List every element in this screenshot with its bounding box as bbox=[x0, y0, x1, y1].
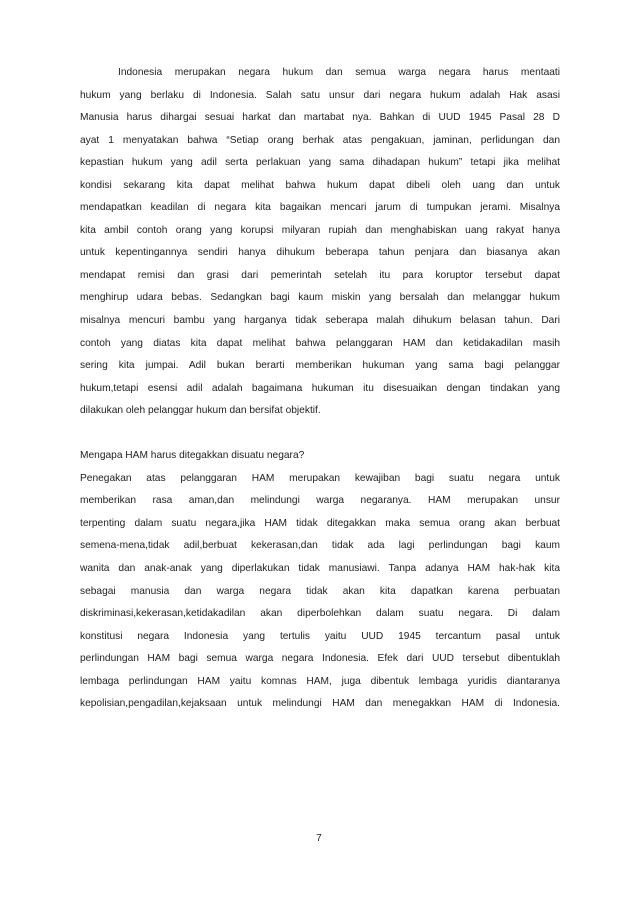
text-line: untuk kepentingannya sendiri hanya dihukum beberapa tahun penjara dan biasanya akan bbox=[80, 247, 560, 259]
section-question-heading: Mengapa HAM harus ditegakkan disuatu negara? bbox=[80, 450, 305, 462]
text-line: kondisi sekarang kita dapat melihat bahwa hukum dapat dibeli oleh uang dan untuk bbox=[80, 179, 560, 191]
page-number: 7 bbox=[316, 833, 322, 844]
text-line: diskriminasi,kekerasan,ketidakadilan akan diperbolehkan dalam suatu negara. Di dalam bbox=[80, 608, 560, 620]
text-line: mendapatkan keadilan di negara kita bagaikan mencari jarum di tumpukan jerami. Misalnya bbox=[80, 202, 560, 214]
text-line: contoh yang diatas kita dapat melihat bahwa pelanggaran HAM dan ketidakadilan masih bbox=[80, 337, 560, 349]
paragraph-gap bbox=[80, 423, 560, 446]
text-line: wanita dan anak-anak yang diperlakukan tidak manusiawi. Tanpa adanya HAM hak-hak kita bbox=[80, 563, 560, 575]
paragraph-ham-enforcement bbox=[80, 468, 560, 716]
text-line: sering kita jumpai. Adil bukan berarti memberikan hukuman yang sama bagi pelanggar bbox=[80, 360, 560, 372]
text-line: hukum yang berlaku di Indonesia. Salah satu unsur dari negara hukum adalah Hak asasi bbox=[80, 89, 560, 101]
text-line: terpenting dalam suatu negara,jika HAM tidak ditegakkan maka semua orang akan berbuat bbox=[80, 517, 560, 529]
text-line: hukum,tetapi esensi adil adalah bagaimana hukuman itu disesuaikan dengan tindakan yang bbox=[80, 382, 560, 394]
text-line: dilakukan oleh pelanggar hukum dan bersifat objektif. bbox=[80, 405, 321, 417]
text-line: kepastian hukum yang adil serta perlakuan yang sama dihadapan hukum” tetapi jika melihat bbox=[80, 157, 560, 169]
text-line: kita ambil contoh orang yang korupsi milyaran rupiah dan menghabiskan uang rakyat hanya bbox=[80, 224, 560, 236]
text-line: Manusia harus dihargai sesuai harkat dan martabat nya. Bahkan di UUD 1945 Pasal 28 D bbox=[80, 112, 560, 124]
body-text bbox=[80, 62, 560, 716]
text-line: mendapat remisi dan grasi dari pemerintah setelah itu para koruptor tersebut dapat bbox=[80, 269, 560, 281]
text-line: menghirup udara bebas. Sedangkan bagi kaum miskin yang bersalah dan melanggar hukum bbox=[80, 292, 560, 304]
paragraph-ham-intro bbox=[80, 62, 560, 423]
text-line: semena-mena,tidak adil,berbuat kekerasan,dan tidak ada lagi perlindungan bagi kaum bbox=[80, 540, 560, 552]
text-line: kepolisian,pengadilan,kejaksaan untuk melindungi HAM dan menegakkan HAM di Indonesia. bbox=[80, 698, 560, 710]
text-line: ayat 1 menyatakan bahwa “Setiap orang berhak atas pengakuan, jaminan, perlidungan dan bbox=[80, 134, 560, 146]
text-line: memberikan rasa aman,dan melindungi warga negaranya. HAM merupakan unsur bbox=[80, 495, 560, 507]
text-line: konstitusi negara Indonesia yang tertulis yaitu UUD 1945 tercantum pasal untuk bbox=[80, 630, 560, 642]
text-line: misalnya mencuri bambu yang harganya tidak seberapa malah dihukum belasan tahun. Dari bbox=[80, 315, 560, 327]
text-line: Penegakan atas pelanggaran HAM merupakan kewajiban bagi suatu negara untuk bbox=[80, 472, 560, 484]
text-line: sebagai manusia dan warga negara tidak akan kita dapatkan karena perbuatan bbox=[80, 585, 560, 597]
text-line: perlindungan HAM bagi semua warga negara Indonesia. Efek dari UUD tersebut dibentuklah bbox=[80, 653, 560, 665]
text-line: Indonesia merupakan negara hukum dan semua warga negara harus mentaati bbox=[118, 67, 560, 78]
text-line: lembaga perlindungan HAM yaitu komnas HAM, juga dibentuk lembaga yuridis diantaranya bbox=[80, 675, 560, 687]
